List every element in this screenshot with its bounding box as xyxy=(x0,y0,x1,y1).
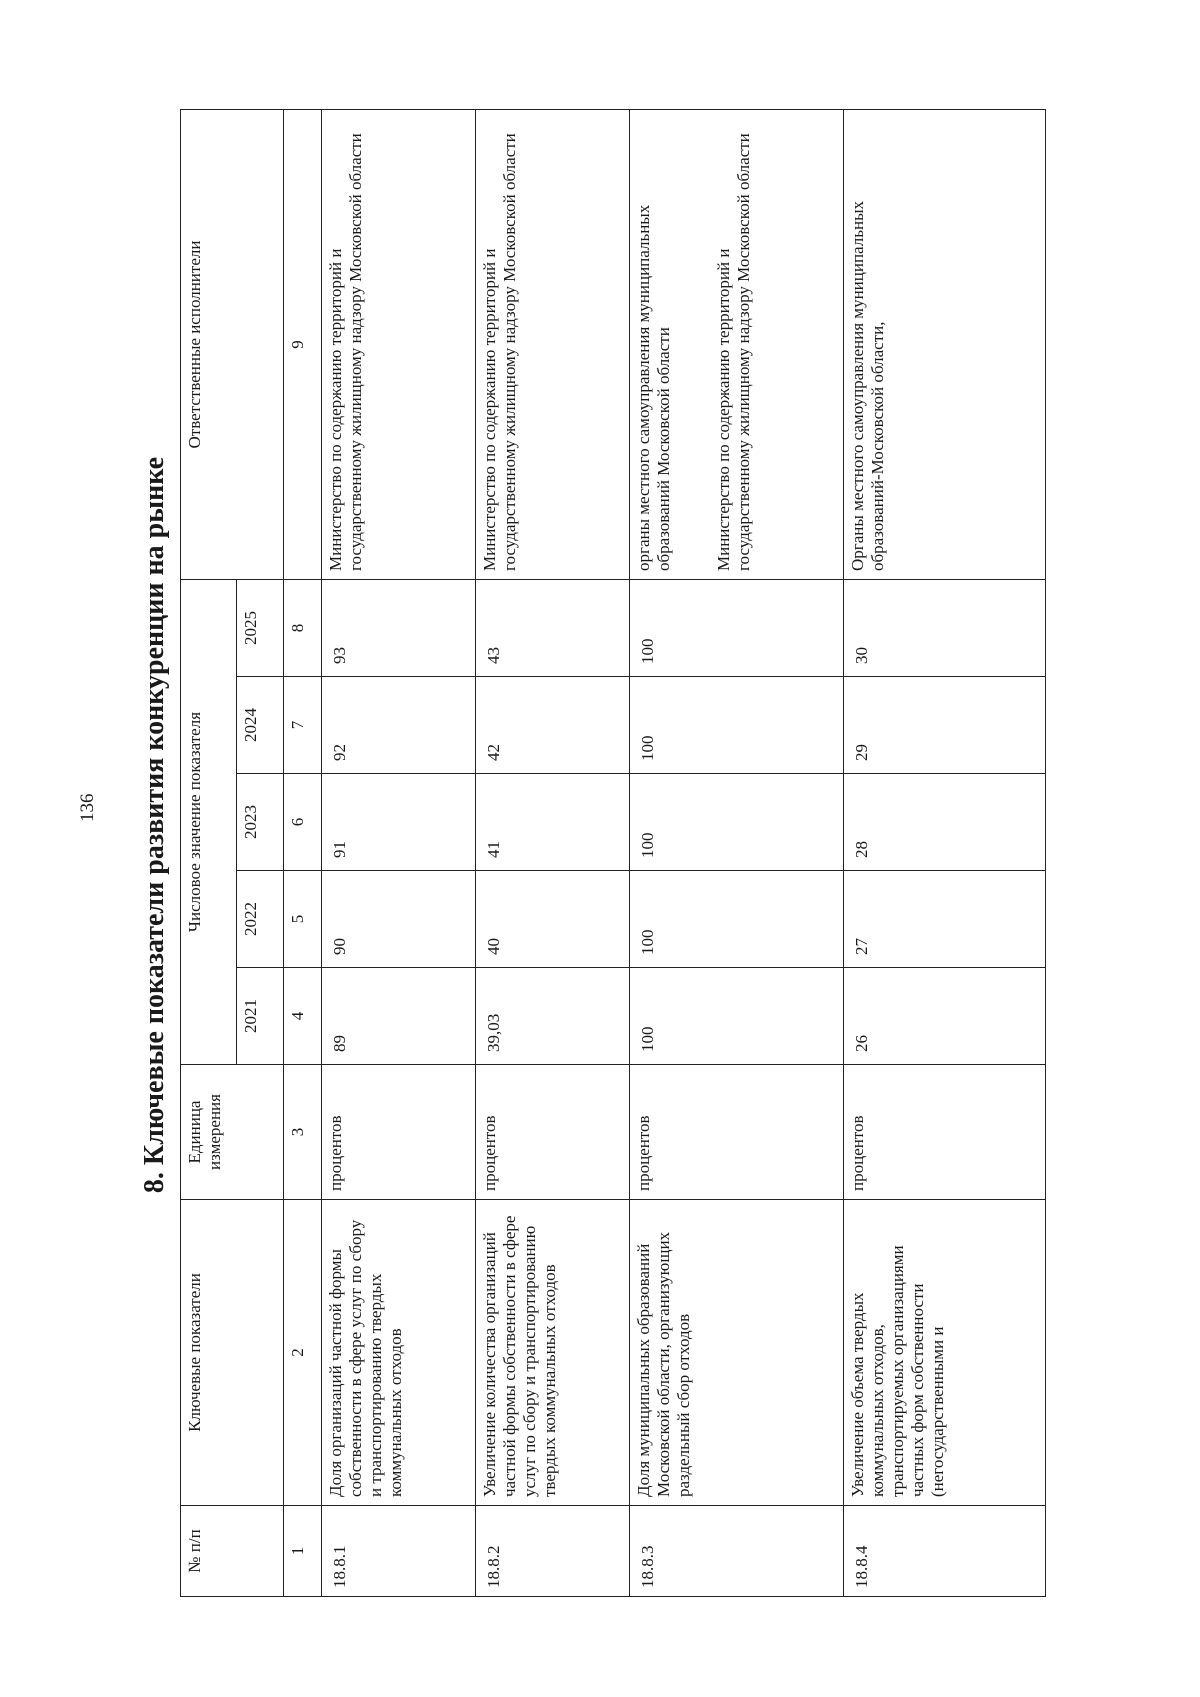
page-number: 136 xyxy=(77,793,98,822)
value-cell: 40 xyxy=(476,871,630,968)
header-year: 2022 xyxy=(237,871,284,968)
responsible-text: органы местного самоуправления муниципальных образований Московской области xyxy=(634,204,673,571)
value-cell: 90 xyxy=(322,871,476,968)
responsible-cell xyxy=(322,110,476,580)
unit-cell: процентов xyxy=(476,1065,630,1200)
responsible-text: Министерство по содержанию территорий и государственному жилищному надзору Московской области xyxy=(714,133,753,571)
value-cell: 100 xyxy=(630,677,844,774)
column-number: 2 xyxy=(284,1200,322,1506)
unit-cell: процентов xyxy=(630,1065,844,1200)
indicator-cell: Увеличение количества организаций частной формы собственности в сфере услуг по сбору и транспортированию твердых коммунальных отходов xyxy=(476,1200,630,1506)
value-cell: 39,03 xyxy=(476,968,630,1065)
value-cell: 89 xyxy=(322,968,476,1065)
responsible-text: Министерство по содержанию территорий и государственному жилищному надзору Московской области xyxy=(480,133,519,571)
value-cell: 91 xyxy=(322,774,476,871)
responsible-cell xyxy=(630,110,844,580)
value-cell: 29 xyxy=(844,677,1046,774)
value-cell: 30 xyxy=(844,580,1046,677)
value-cell: 92 xyxy=(322,677,476,774)
responsible-text: Министерство по содержанию территорий и государственному жилищному надзору Московской области xyxy=(326,133,365,571)
unit-cell: процентов xyxy=(844,1065,1046,1200)
value-cell: 43 xyxy=(476,580,630,677)
responsible-cell xyxy=(476,110,630,580)
indicator-cell: Доля муниципальных образований Московской области, организующих раздельный сбор отходов xyxy=(630,1200,844,1506)
indicator-cell: Увеличение объема твердых коммунальных отходов, транспортируемых организациями частных форм собственности (негосударственными и xyxy=(844,1200,1046,1506)
header-year: 2025 xyxy=(237,580,284,677)
paragraph-gap xyxy=(674,118,714,571)
value-cell: 28 xyxy=(844,774,1046,871)
column-number: 6 xyxy=(284,774,322,871)
value-cell: 27 xyxy=(844,871,1046,968)
value-cell: 41 xyxy=(476,774,630,871)
header-indicator: Ключевые показатели xyxy=(181,1200,284,1506)
column-number: 1 xyxy=(284,1506,322,1597)
table-row xyxy=(322,110,476,1597)
header-responsible: Ответственные исполнители xyxy=(181,110,284,580)
header-row xyxy=(181,110,237,1597)
header-year: 2023 xyxy=(237,774,284,871)
page-title: 8. Ключевые показатели развития конкуренции на рынке xyxy=(139,456,170,1194)
header-year: 2021 xyxy=(237,968,284,1065)
table-row xyxy=(844,110,1046,1597)
indicators-table xyxy=(180,109,1046,1597)
value-cell: 93 xyxy=(322,580,476,677)
indicators-table-wrapper xyxy=(180,110,1045,1597)
column-number: 9 xyxy=(284,110,322,580)
value-cell: 100 xyxy=(630,580,844,677)
header-values-group: Числовое значение показателя xyxy=(181,580,237,1065)
column-number: 4 xyxy=(284,968,322,1065)
responsible-text: Органы местного самоуправления муниципальных образований-Московской области, xyxy=(848,200,887,571)
row-number: 18.8.4 xyxy=(844,1506,1046,1597)
header-unit: Единица измерения xyxy=(181,1065,284,1200)
value-cell: 42 xyxy=(476,677,630,774)
indicator-cell: Доля организаций частной формы собственности в сфере услуг по сбору и транспортированию твердых коммунальных отходов xyxy=(322,1200,476,1506)
row-number: 18.8.1 xyxy=(322,1506,476,1597)
row-number: 18.8.2 xyxy=(476,1506,630,1597)
table-row xyxy=(630,110,844,1597)
value-cell: 100 xyxy=(630,871,844,968)
header-num: № п/п xyxy=(181,1506,284,1597)
value-cell: 100 xyxy=(630,774,844,871)
unit-cell: процентов xyxy=(322,1065,476,1200)
column-number: 5 xyxy=(284,871,322,968)
value-cell: 100 xyxy=(630,968,844,1065)
column-number: 7 xyxy=(284,677,322,774)
row-number: 18.8.3 xyxy=(630,1506,844,1597)
header-year: 2024 xyxy=(237,677,284,774)
column-number: 3 xyxy=(284,1065,322,1200)
column-numbers-row xyxy=(284,110,322,1597)
responsible-cell xyxy=(844,110,1046,580)
table-row xyxy=(476,110,630,1597)
value-cell: 26 xyxy=(844,968,1046,1065)
column-number: 8 xyxy=(284,580,322,677)
